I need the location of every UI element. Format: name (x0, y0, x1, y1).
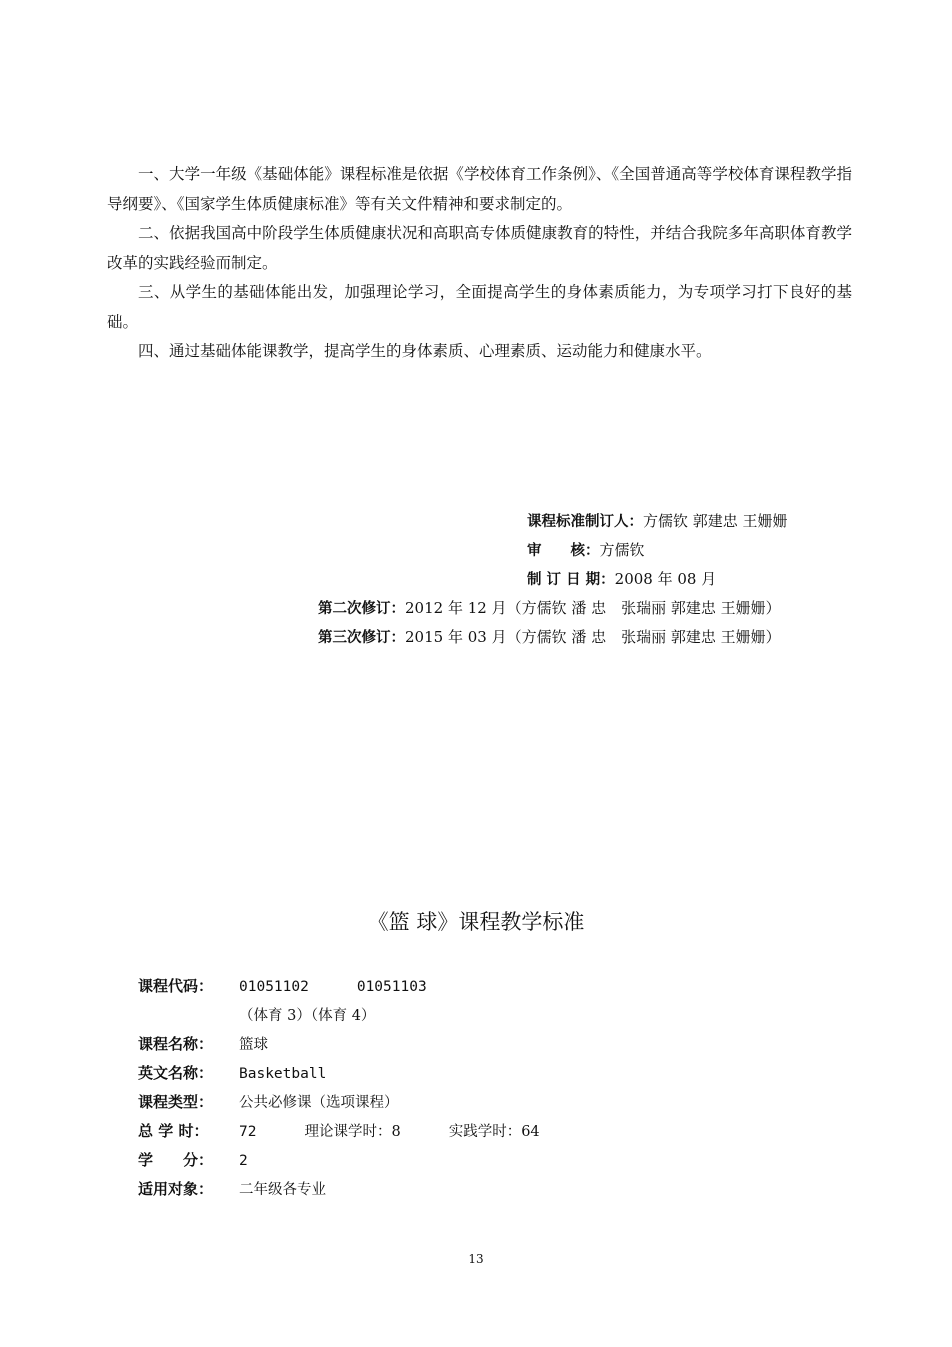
credit-label: 学 分： (138, 1151, 214, 1169)
course-type-row (138, 1091, 399, 1112)
course-code-value-1: 01051102 (239, 979, 309, 995)
total-hours-row (138, 1120, 540, 1141)
author-value: 方儒钦 郭建忠 王姗姗 (643, 512, 788, 530)
credit-value: 2 (239, 1153, 248, 1169)
target-value: 二年级各专业 (239, 1182, 326, 1198)
date-value: 2008 年 08 月 (614, 570, 717, 588)
rev3-label: 第三次修订： (318, 630, 405, 646)
course-name-value: 篮球 (239, 1037, 268, 1053)
rev2-value: 2012 年 12 月（方儒钦 潘 忠 张瑞丽 郭建忠 王姗姗） (405, 599, 781, 617)
intro-paragraph-2: 二、依据我国高中阶段学生体质健康状况和高职高专体质健康教育的特性，并结合我院多年高职体育教学改革的实践经验而制定。 (107, 224, 852, 272)
target-row (138, 1178, 326, 1199)
intro-paragraph-1: 一、大学一年级《基础体能》课程标准是依据《学校体育工作条例》、《全国普通高等学校体育课程教学指导纲要》、《国家学生体质健康标准》等有关文件精神和要求制定的。 (107, 165, 852, 213)
course-name-row (138, 1033, 268, 1054)
course-type-label: 课程类型： (138, 1093, 214, 1111)
course-name-label: 课程名称： (138, 1035, 214, 1053)
intro-paragraph-3: 三、从学生的基础体能出发，加强理论学习，全面提高学生的身体素质能力，为专项学习打下良好的基础。 (107, 283, 852, 331)
signoff-review (527, 536, 645, 566)
total-hours-value: 72 (239, 1124, 257, 1140)
course-code-row (138, 975, 427, 996)
date-label: 制 订 日 期： (527, 572, 615, 588)
intro-paragraph-4: 四、通过基础体能课教学，提高学生的身体素质、心理素质、运动能力和健康水平。 (138, 342, 712, 360)
signoff-date (527, 565, 716, 595)
course-code-note-row (239, 1004, 375, 1025)
rev3-value: 2015 年 03 月（方儒钦 潘 忠 张瑞丽 郭建忠 王姗姗） (405, 628, 781, 646)
target-label: 适用对象： (138, 1180, 214, 1198)
signoff-revision-2 (318, 594, 781, 624)
english-name-value: Basketball (239, 1066, 327, 1082)
course-code-label: 课程代码： (138, 977, 214, 995)
signoff-revision-3 (318, 623, 781, 653)
intro-section (107, 160, 852, 367)
english-name-label: 英文名称： (138, 1064, 214, 1082)
rev2-label: 第二次修订： (318, 601, 405, 617)
review-value: 方儒钦 (599, 541, 645, 559)
theory-hours: 理论课学时：8 (304, 1124, 401, 1140)
course-code-value-2: 01051103 (356, 979, 427, 995)
total-hours-label: 总 学 时： (138, 1122, 209, 1140)
practice-hours: 实践学时：64 (448, 1124, 540, 1140)
credit-row (138, 1149, 248, 1170)
course-code-note: （体育 3）（体育 4） (239, 1008, 376, 1024)
english-name-row (138, 1062, 326, 1083)
page-number: 13 (468, 1252, 484, 1266)
review-label: 审 核： (527, 543, 600, 559)
author-label: 课程标准制订人： (527, 514, 643, 530)
course-title: 《篮 球》课程教学标准 (367, 910, 585, 934)
signoff-author (527, 507, 788, 537)
course-type-value: 公共必修课（选项课程） (239, 1095, 399, 1111)
